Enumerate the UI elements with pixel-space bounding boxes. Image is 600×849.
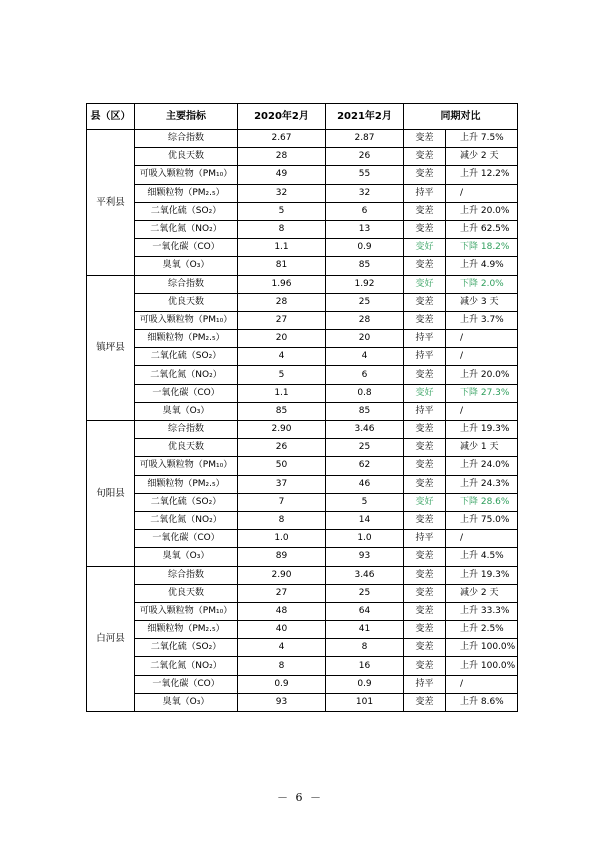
value-2021-cell: 62	[326, 457, 404, 475]
value-2020-cell: 4	[238, 639, 326, 657]
table-row	[87, 693, 518, 711]
air-quality-table	[86, 103, 518, 712]
value-2020-cell: 37	[238, 475, 326, 493]
value-2021-cell: 20	[326, 330, 404, 348]
change-cell: 下降 28.6%	[446, 493, 518, 511]
trend-cell: 变好	[404, 384, 446, 402]
value-2020-cell: 1.0	[238, 530, 326, 548]
value-2020-cell: 5	[238, 366, 326, 384]
indicator-cell: 综合指数	[135, 421, 238, 439]
value-2021-cell: 101	[326, 693, 404, 711]
trend-cell: 持平	[404, 530, 446, 548]
trend-cell: 变差	[404, 148, 446, 166]
change-cell: 上升 33.3%	[446, 602, 518, 620]
trend-cell: 变差	[404, 293, 446, 311]
value-2020-cell: 48	[238, 602, 326, 620]
indicator-cell: 一氧化碳（CO）	[135, 530, 238, 548]
indicator-cell: 一氧化碳（CO）	[135, 239, 238, 257]
indicator-cell: 二氧化氮（NO₂）	[135, 657, 238, 675]
table-row	[87, 311, 518, 329]
indicator-cell: 细颗粒物（PM₂.₅）	[135, 621, 238, 639]
indicator-cell: 一氧化碳（CO）	[135, 384, 238, 402]
trend-cell: 变差	[404, 366, 446, 384]
indicator-cell: 综合指数	[135, 130, 238, 148]
value-2021-cell: 14	[326, 511, 404, 529]
page-number: － 6 －	[277, 791, 323, 804]
indicator-cell: 优良天数	[135, 439, 238, 457]
change-cell: 上升 20.0%	[446, 202, 518, 220]
trend-cell: 变差	[404, 220, 446, 238]
value-2020-cell: 27	[238, 311, 326, 329]
table-header-row	[87, 104, 518, 130]
value-2020-cell: 26	[238, 439, 326, 457]
value-2021-cell: 28	[326, 311, 404, 329]
change-cell: 上升 100.0%	[446, 639, 518, 657]
table-row	[87, 293, 518, 311]
table-row	[87, 202, 518, 220]
value-2020-cell: 40	[238, 621, 326, 639]
table-row	[87, 639, 518, 657]
value-2021-cell: 2.87	[326, 130, 404, 148]
value-2021-cell: 6	[326, 366, 404, 384]
value-2020-cell: 89	[238, 548, 326, 566]
indicator-cell: 二氧化氮（NO₂）	[135, 220, 238, 238]
indicator-cell: 二氧化硫（SO₂）	[135, 493, 238, 511]
trend-cell: 变差	[404, 511, 446, 529]
value-2020-cell: 50	[238, 457, 326, 475]
indicator-cell: 优良天数	[135, 148, 238, 166]
value-2021-cell: 1.0	[326, 530, 404, 548]
change-cell: /	[446, 402, 518, 420]
indicator-cell: 臭氧（O₃）	[135, 693, 238, 711]
indicator-cell: 可吸入颗粒物（PM₁₀）	[135, 602, 238, 620]
indicator-cell: 细颗粒物（PM₂.₅）	[135, 184, 238, 202]
value-2020-cell: 2.90	[238, 566, 326, 584]
value-2020-cell: 2.90	[238, 421, 326, 439]
change-cell: /	[446, 330, 518, 348]
change-cell: 减少 2 天	[446, 148, 518, 166]
change-cell: 上升 20.0%	[446, 366, 518, 384]
table-row	[87, 621, 518, 639]
indicator-cell: 可吸入颗粒物（PM₁₀）	[135, 311, 238, 329]
change-cell: 上升 19.3%	[446, 421, 518, 439]
change-cell: 上升 24.0%	[446, 457, 518, 475]
indicator-cell: 二氧化硫（SO₂）	[135, 639, 238, 657]
value-2020-cell: 1.1	[238, 384, 326, 402]
indicator-cell: 优良天数	[135, 584, 238, 602]
county-name: 镇坪县	[87, 275, 135, 421]
value-2021-cell: 41	[326, 621, 404, 639]
table-row	[87, 220, 518, 238]
table-row	[87, 257, 518, 275]
value-2020-cell: 8	[238, 220, 326, 238]
table-row	[87, 584, 518, 602]
change-cell: 上升 19.3%	[446, 566, 518, 584]
value-2020-cell: 32	[238, 184, 326, 202]
indicator-cell: 二氧化氮（NO₂）	[135, 366, 238, 384]
table-row	[87, 657, 518, 675]
value-2020-cell: 93	[238, 693, 326, 711]
county-name: 白河县	[87, 566, 135, 712]
change-cell: /	[446, 675, 518, 693]
trend-cell: 变好	[404, 275, 446, 293]
header-county: 县（区）	[87, 104, 135, 130]
table-row	[87, 602, 518, 620]
value-2020-cell: 5	[238, 202, 326, 220]
value-2020-cell: 7	[238, 493, 326, 511]
table-row	[87, 402, 518, 420]
trend-cell: 变差	[404, 421, 446, 439]
table-row	[87, 439, 518, 457]
table-row	[87, 130, 518, 148]
value-2020-cell: 2.67	[238, 130, 326, 148]
change-cell: 下降 2.0%	[446, 275, 518, 293]
change-cell: 上升 75.0%	[446, 511, 518, 529]
change-cell: 减少 1 天	[446, 439, 518, 457]
change-cell: 上升 4.5%	[446, 548, 518, 566]
change-cell: 上升 8.6%	[446, 693, 518, 711]
indicator-cell: 可吸入颗粒物（PM₁₀）	[135, 166, 238, 184]
table-row	[87, 511, 518, 529]
table-row	[87, 566, 518, 584]
header-2020: 2020年2月	[238, 104, 326, 130]
header-indicator: 主要指标	[135, 104, 238, 130]
value-2021-cell: 0.8	[326, 384, 404, 402]
value-2020-cell: 28	[238, 293, 326, 311]
table-body	[87, 130, 518, 712]
change-cell: 上升 3.7%	[446, 311, 518, 329]
change-cell: /	[446, 184, 518, 202]
trend-cell: 变差	[404, 584, 446, 602]
value-2020-cell: 1.1	[238, 239, 326, 257]
value-2021-cell: 4	[326, 348, 404, 366]
indicator-cell: 优良天数	[135, 293, 238, 311]
trend-cell: 变差	[404, 457, 446, 475]
trend-cell: 变差	[404, 693, 446, 711]
value-2020-cell: 49	[238, 166, 326, 184]
value-2020-cell: 20	[238, 330, 326, 348]
county-name: 旬阳县	[87, 421, 135, 567]
table-row	[87, 548, 518, 566]
indicator-cell: 二氧化氮（NO₂）	[135, 511, 238, 529]
value-2020-cell: 85	[238, 402, 326, 420]
table-row	[87, 366, 518, 384]
change-cell: 上升 12.2%	[446, 166, 518, 184]
value-2021-cell: 3.46	[326, 566, 404, 584]
value-2021-cell: 25	[326, 584, 404, 602]
trend-cell: 持平	[404, 184, 446, 202]
indicator-cell: 臭氧（O₃）	[135, 402, 238, 420]
trend-cell: 变差	[404, 202, 446, 220]
change-cell: 上升 4.9%	[446, 257, 518, 275]
indicator-cell: 二氧化硫（SO₂）	[135, 202, 238, 220]
change-cell: 下降 18.2%	[446, 239, 518, 257]
trend-cell: 变差	[404, 257, 446, 275]
change-cell: /	[446, 348, 518, 366]
value-2021-cell: 1.92	[326, 275, 404, 293]
value-2021-cell: 85	[326, 257, 404, 275]
indicator-cell: 二氧化硫（SO₂）	[135, 348, 238, 366]
table-row	[87, 457, 518, 475]
indicator-cell: 细颗粒物（PM₂.₅）	[135, 330, 238, 348]
change-cell: 上升 2.5%	[446, 621, 518, 639]
value-2020-cell: 28	[238, 148, 326, 166]
table-row	[87, 275, 518, 293]
change-cell: 上升 62.5%	[446, 220, 518, 238]
trend-cell: 变差	[404, 566, 446, 584]
trend-cell: 变好	[404, 239, 446, 257]
change-cell: 上升 100.0%	[446, 657, 518, 675]
table-row	[87, 348, 518, 366]
table-row	[87, 475, 518, 493]
county-name: 平利县	[87, 130, 135, 276]
table-row	[87, 675, 518, 693]
table-row	[87, 384, 518, 402]
value-2021-cell: 25	[326, 439, 404, 457]
value-2020-cell: 0.9	[238, 675, 326, 693]
trend-cell: 变差	[404, 130, 446, 148]
trend-cell: 变差	[404, 166, 446, 184]
table-row	[87, 493, 518, 511]
header-2021: 2021年2月	[326, 104, 404, 130]
trend-cell: 变好	[404, 493, 446, 511]
change-cell: 减少 3 天	[446, 293, 518, 311]
table-row	[87, 421, 518, 439]
value-2020-cell: 4	[238, 348, 326, 366]
trend-cell: 持平	[404, 348, 446, 366]
change-cell: 减少 2 天	[446, 584, 518, 602]
trend-cell: 变差	[404, 548, 446, 566]
indicator-cell: 综合指数	[135, 566, 238, 584]
table-row	[87, 184, 518, 202]
table-row	[87, 166, 518, 184]
value-2021-cell: 55	[326, 166, 404, 184]
trend-cell: 变差	[404, 657, 446, 675]
value-2021-cell: 6	[326, 202, 404, 220]
value-2020-cell: 81	[238, 257, 326, 275]
value-2021-cell: 64	[326, 602, 404, 620]
value-2021-cell: 3.46	[326, 421, 404, 439]
trend-cell: 持平	[404, 675, 446, 693]
change-cell: 下降 27.3%	[446, 384, 518, 402]
indicator-cell: 可吸入颗粒物（PM₁₀）	[135, 457, 238, 475]
table-row	[87, 530, 518, 548]
value-2020-cell: 8	[238, 657, 326, 675]
value-2021-cell: 16	[326, 657, 404, 675]
change-cell: 上升 7.5%	[446, 130, 518, 148]
change-cell: /	[446, 530, 518, 548]
header-comparison: 同期对比	[404, 104, 518, 130]
trend-cell: 变差	[404, 311, 446, 329]
value-2021-cell: 25	[326, 293, 404, 311]
value-2021-cell: 85	[326, 402, 404, 420]
value-2020-cell: 27	[238, 584, 326, 602]
trend-cell: 变差	[404, 639, 446, 657]
indicator-cell: 一氧化碳（CO）	[135, 675, 238, 693]
trend-cell: 变差	[404, 602, 446, 620]
indicator-cell: 细颗粒物（PM₂.₅）	[135, 475, 238, 493]
value-2021-cell: 13	[326, 220, 404, 238]
trend-cell: 持平	[404, 402, 446, 420]
trend-cell: 变差	[404, 621, 446, 639]
table-row	[87, 148, 518, 166]
value-2021-cell: 0.9	[326, 675, 404, 693]
value-2021-cell: 46	[326, 475, 404, 493]
value-2021-cell: 5	[326, 493, 404, 511]
trend-cell: 变差	[404, 439, 446, 457]
value-2021-cell: 26	[326, 148, 404, 166]
value-2021-cell: 93	[326, 548, 404, 566]
change-cell: 上升 24.3%	[446, 475, 518, 493]
value-2021-cell: 32	[326, 184, 404, 202]
value-2020-cell: 8	[238, 511, 326, 529]
value-2021-cell: 0.9	[326, 239, 404, 257]
table-row	[87, 330, 518, 348]
value-2020-cell: 1.96	[238, 275, 326, 293]
indicator-cell: 臭氧（O₃）	[135, 257, 238, 275]
trend-cell: 持平	[404, 330, 446, 348]
table-row	[87, 239, 518, 257]
indicator-cell: 综合指数	[135, 275, 238, 293]
value-2021-cell: 8	[326, 639, 404, 657]
indicator-cell: 臭氧（O₃）	[135, 548, 238, 566]
trend-cell: 变差	[404, 475, 446, 493]
